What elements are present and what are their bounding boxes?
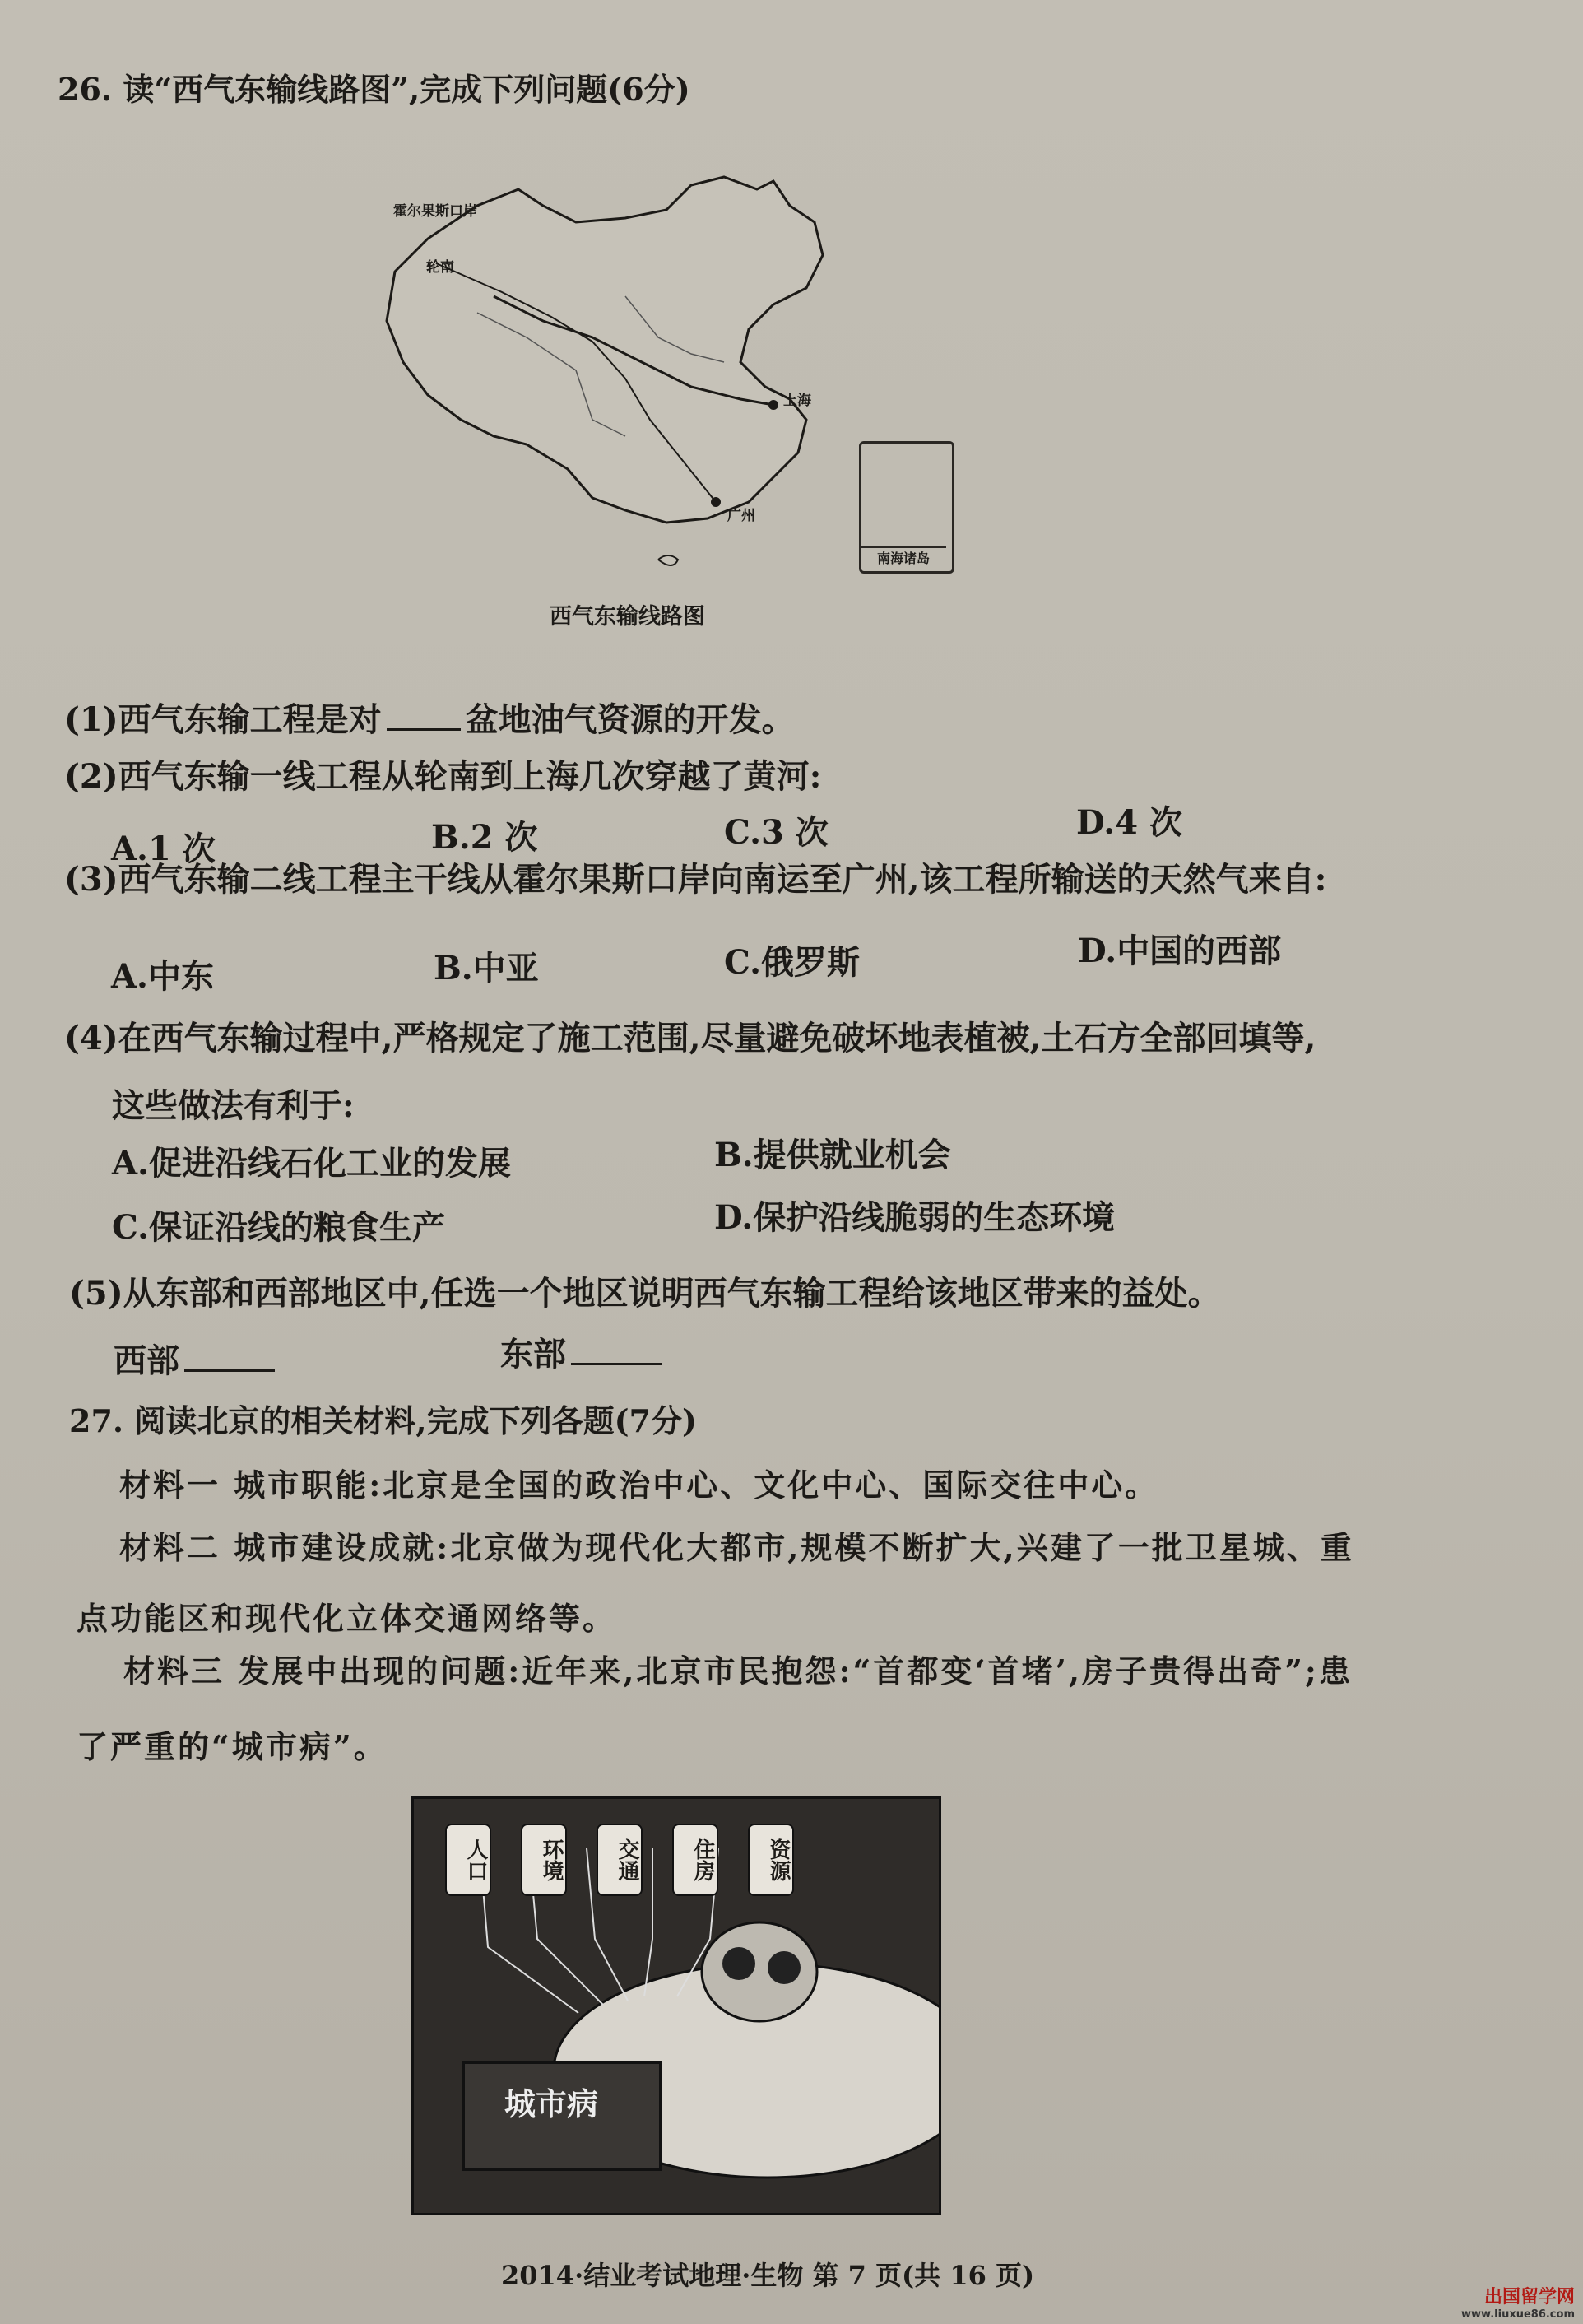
bottle-resources: 资源 bbox=[748, 1824, 794, 1896]
q26-p2-option-a[interactable]: A.1 次 bbox=[111, 830, 216, 868]
east-label: 东部 bbox=[500, 1335, 566, 1373]
city-disease-cartoon bbox=[411, 1796, 941, 2215]
q26-p3-option-b[interactable]: B.中亚 bbox=[434, 949, 539, 988]
q26-part4-cont: 这些做法有利于: bbox=[112, 1086, 355, 1125]
q27-material1: 材料一 城市职能:北京是全国的政治中心、文化中心、国际交往中心。 bbox=[119, 1466, 1159, 1504]
bed-label: 城市病 bbox=[504, 2085, 599, 2122]
east-answer-blank[interactable] bbox=[571, 1362, 662, 1365]
map-caption: 西气东输线路图 bbox=[550, 604, 705, 630]
q26-part1-tail: 盆地油气资源的开发。 bbox=[465, 700, 795, 739]
q26-part5-east bbox=[500, 1328, 666, 1375]
label-horgos: 霍尔果斯口岸 bbox=[393, 203, 477, 220]
q26-part4: (4)在西气东输过程中,严格规定了施工范围,尽量避免破坏地表植被,土石方全部回填等, bbox=[64, 1019, 1316, 1057]
iv-bottles bbox=[430, 1824, 924, 1898]
page-footer: 2014·结业考试地理·生物 第 7 页(共 16 页) bbox=[501, 2260, 1035, 2291]
bottle-environment: 环境 bbox=[521, 1824, 567, 1896]
label-guangzhou: 广州 bbox=[727, 508, 755, 524]
q27-material2-line1: 材料二 城市建设成就:北京做为现代化大都市,规模不断扩大,兴建了一批卫星城、重 bbox=[119, 1529, 1354, 1566]
watermark bbox=[1461, 2283, 1575, 2321]
q26-p2-option-c[interactable]: C.3 次 bbox=[724, 813, 829, 852]
west-label: 西部 bbox=[114, 1341, 179, 1380]
q27-material3-line2: 了严重的“城市病”。 bbox=[77, 1728, 388, 1765]
q26-part5-west bbox=[114, 1335, 280, 1382]
q26-p3-option-c[interactable]: C.俄罗斯 bbox=[724, 943, 861, 982]
q26-p4-option-d[interactable]: D.保护沿线脆弱的生态环境 bbox=[714, 1198, 1116, 1237]
bottle-housing: 住房 bbox=[672, 1824, 718, 1896]
q26-part5: (5)从东部和西部地区中,任选一个地区说明西气东输工程给该地区带来的益处。 bbox=[69, 1274, 1221, 1313]
bottle-population: 人口 bbox=[445, 1824, 491, 1896]
watermark-url: www.liuxue86.com bbox=[1461, 2308, 1575, 2321]
q27-title: 27. 阅读北京的相关材料,完成下列各题(7分) bbox=[69, 1402, 697, 1439]
answer-blank[interactable] bbox=[387, 727, 461, 731]
q26-p3-option-d[interactable]: D.中国的西部 bbox=[1078, 932, 1282, 970]
west-answer-blank[interactable] bbox=[184, 1369, 275, 1372]
q26-p4-option-a[interactable]: A.促进沿线石化工业的发展 bbox=[112, 1144, 511, 1183]
label-shanghai: 上海 bbox=[783, 393, 811, 409]
q26-part2: (2)西气东输一线工程从轮南到上海几次穿越了黄河: bbox=[64, 757, 822, 796]
q26-part3: (3)西气东输二线工程主干线从霍尔果斯口岸向南运至广州,该工程所输送的天然气来自: bbox=[64, 860, 1327, 899]
q26-p2-option-d[interactable]: D.4 次 bbox=[1076, 803, 1182, 842]
watermark-name: 出国留学网 bbox=[1483, 2287, 1575, 2308]
q26-p2-option-b[interactable]: B.2 次 bbox=[431, 818, 538, 857]
q26-part1-text: (1)西气东输工程是对 bbox=[64, 700, 382, 739]
q26-p4-option-c[interactable]: C.保证沿线的粮食生产 bbox=[112, 1208, 446, 1247]
q26-p4-option-b[interactable]: B.提供就业机会 bbox=[714, 1136, 951, 1174]
bottle-traffic: 交通 bbox=[597, 1824, 643, 1896]
q27-material2-line2: 点功能区和现代化立体交通网络等。 bbox=[77, 1600, 617, 1637]
q26-p3-option-a[interactable]: A.中东 bbox=[111, 957, 214, 996]
label-lunnan: 轮南 bbox=[426, 259, 454, 276]
q26-part1 bbox=[64, 694, 795, 741]
q27-material3-line1: 材料三 发展中出现的问题:近年来,北京市民抱怨:“首都变‘首堵’,房子贵得出奇”;患 bbox=[123, 1652, 1353, 1690]
q26-title: 26. 读“西气东输线路图”,完成下列问题(6分) bbox=[58, 71, 690, 108]
south-sea-inset-label: 南海诸岛 bbox=[861, 546, 946, 569]
